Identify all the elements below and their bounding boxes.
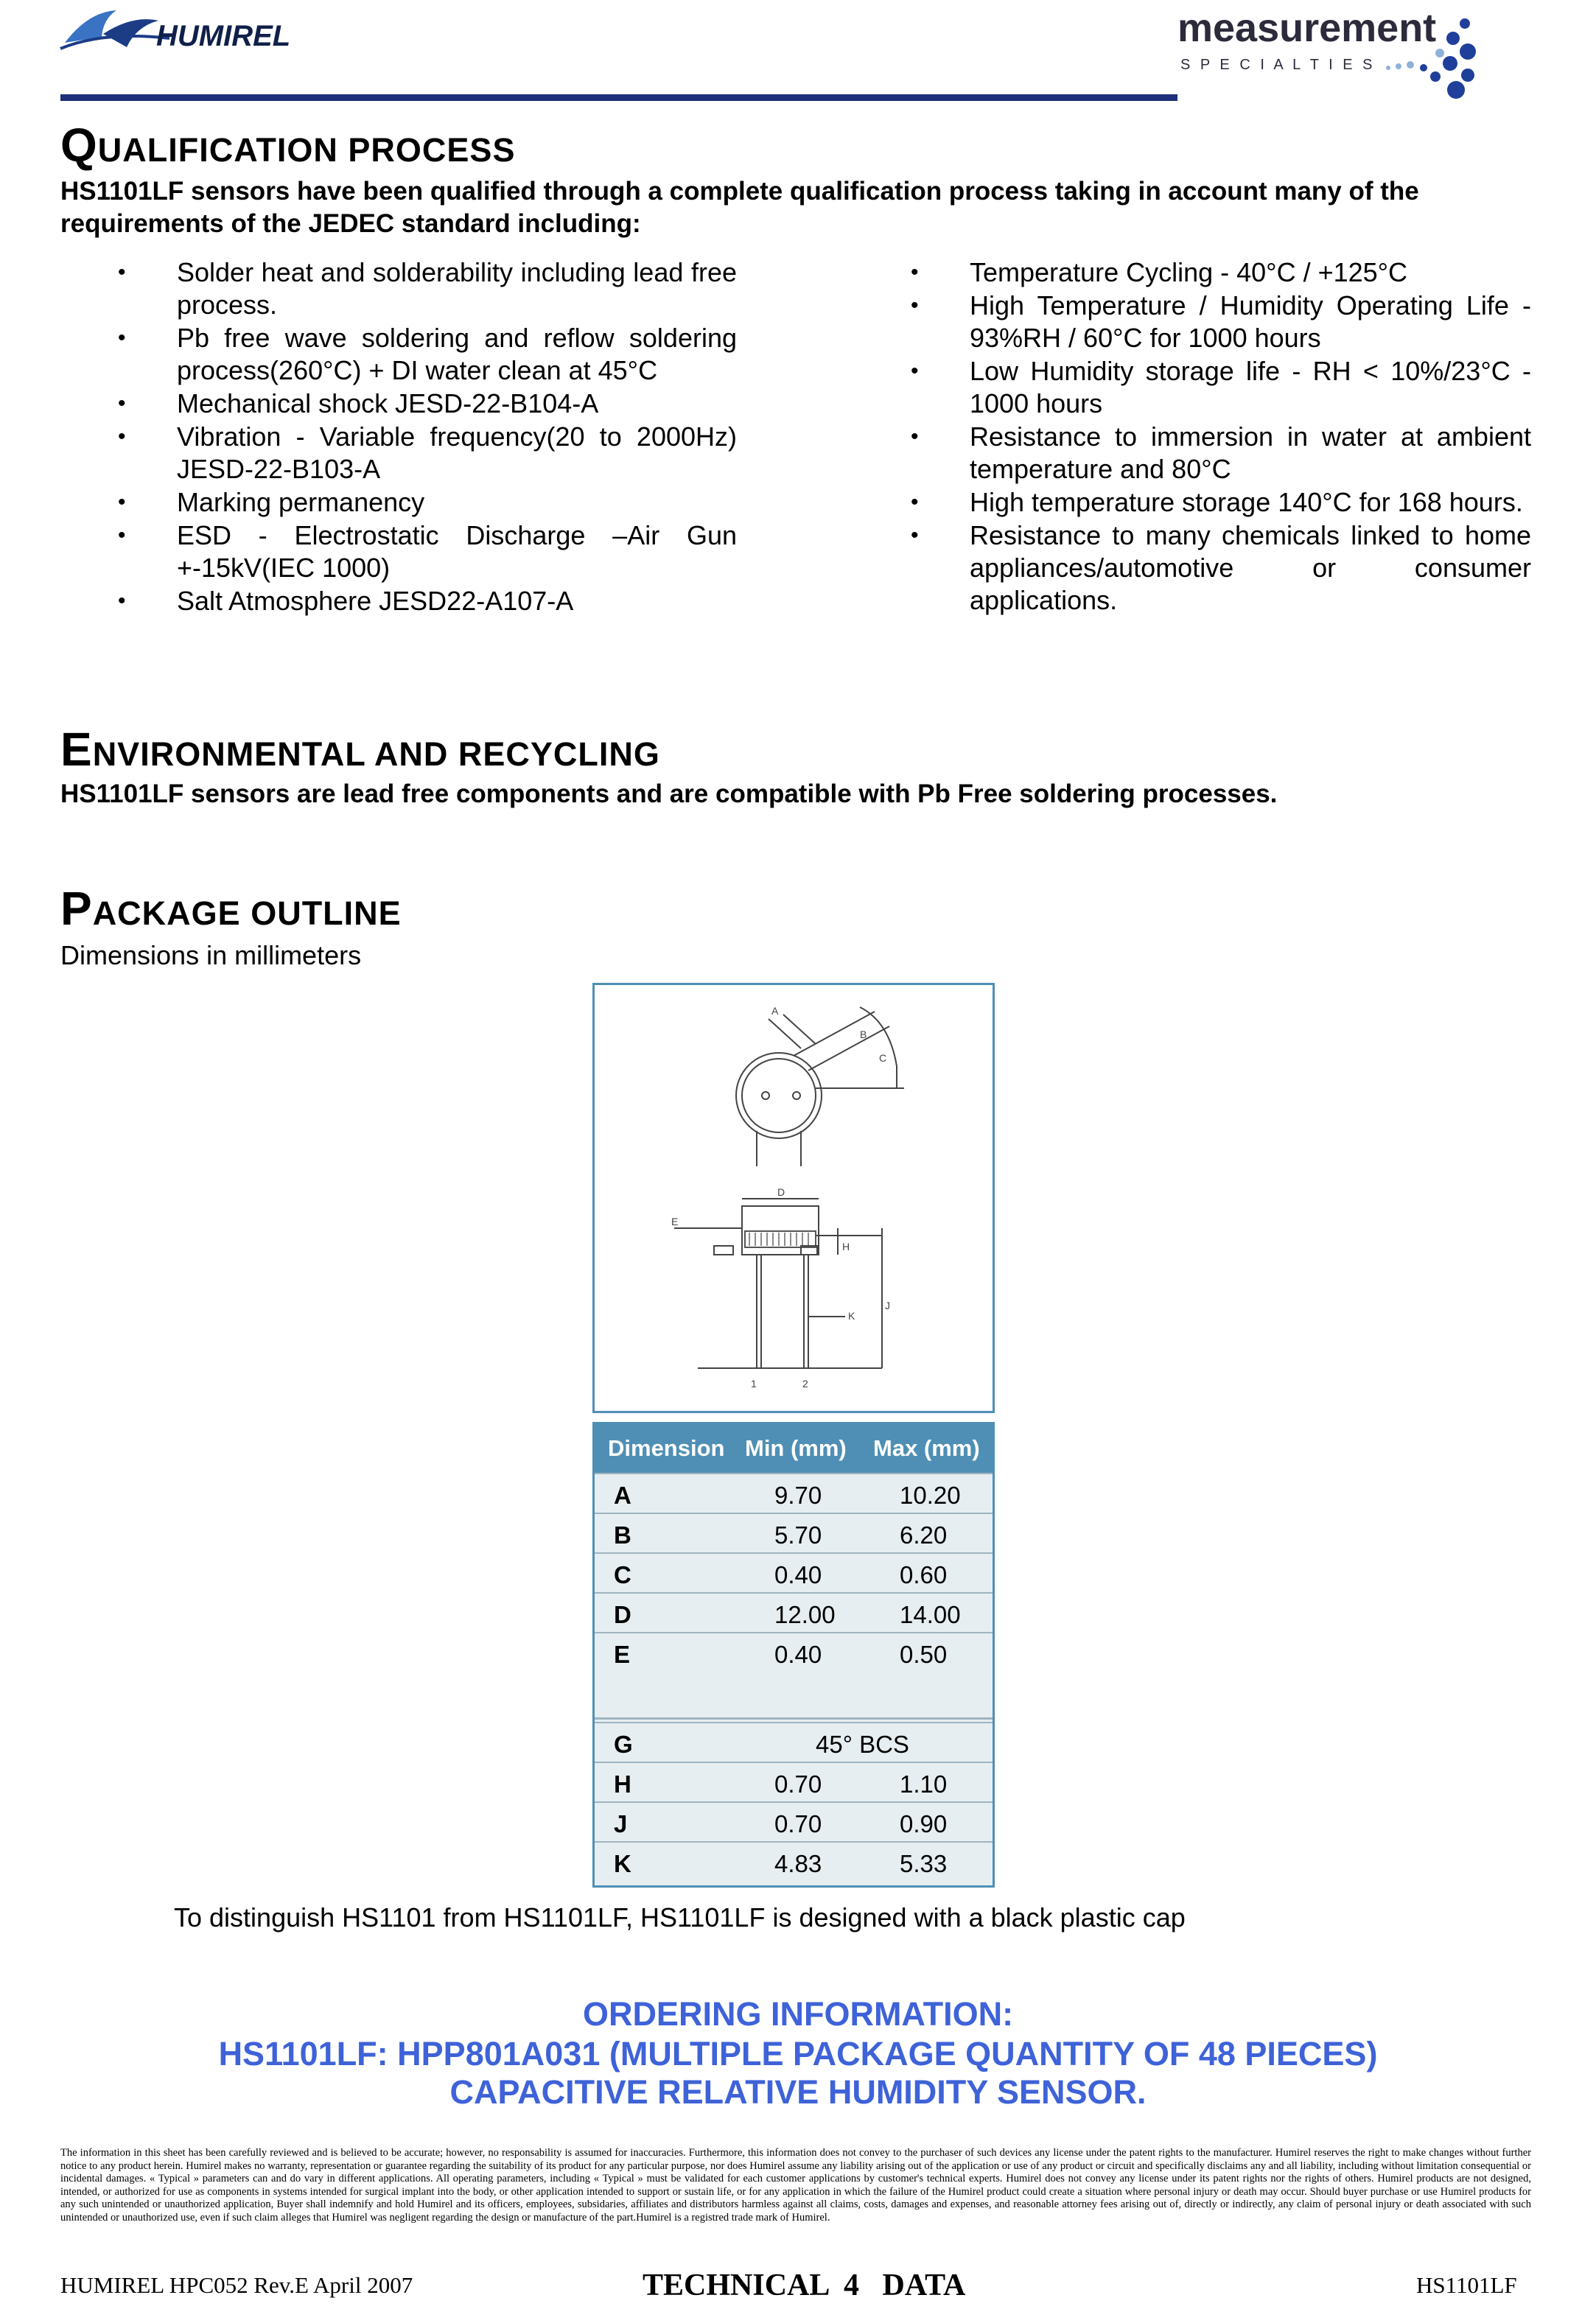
qualification-item [911,519,1531,617]
table-row [595,1516,993,1555]
cell-max: 1.10 [900,1770,948,1798]
table-section-divider [595,1717,993,1720]
cell-dimension: A [614,1482,631,1509]
qualification-item-text: • Mechanical shock JESD-22-B104-A [177,388,599,418]
dim-label-e: E [671,1216,679,1227]
qualification-title: QUALIFICATION PROCESS [60,119,516,172]
table-row-divider [595,1762,993,1763]
header-rule [60,94,1177,101]
dim-label-k: K [848,1310,855,1322]
ordering-part-number: HS1101LF: HPP801A031 (MULTIPLE PACKAGE QUANTITY OF 48 PIECES) [218,2035,1378,2073]
environmental-lead: HS1101LF sensors are lead free components and are compatible with Pb Free soldering processes. [60,779,1278,808]
table-row [595,1595,993,1635]
cell-min: 12.00 [774,1601,836,1628]
footer-left: HUMIREL HPC052 Rev.E April 2007 [60,2272,413,2298]
qualification-item-text: • Vibration - Variable frequency(20 to 2000Hz) JESD-22-B103-A [177,421,737,484]
qualification-item [118,421,737,486]
pin-label-2: 2 [802,1378,808,1390]
cell-max: 6.20 [900,1521,948,1549]
cell-max: 14.00 [900,1601,961,1628]
table-row [595,1804,993,1844]
cell-max: 0.50 [900,1641,948,1668]
humirel-logo [59,4,332,56]
table-row [595,1476,993,1516]
qualification-item [118,322,737,387]
environmental-title: ENVIRONMENTAL AND RECYCLING [60,723,660,776]
cell-dimension: K [614,1850,631,1877]
header-max: Max (mm) [873,1435,980,1461]
table-row-divider [595,1473,993,1474]
package-subtitle: Dimensions in millimeters [60,940,362,970]
table-row [595,1765,993,1804]
cell-dimension: J [614,1810,628,1837]
cell-max: 10.20 [900,1482,961,1509]
qualification-item [118,585,737,617]
qualification-item [911,290,1531,354]
dim-label-d: D [777,1186,785,1198]
cell-min: 0.40 [774,1561,822,1588]
dim-label-a: A [771,1005,779,1017]
dimension-table [592,1422,995,1888]
qualification-item-text: • High Temperature / Humidity Operating Life - 93%RH / 60°C for 1000 hours [970,290,1531,353]
table-row [595,1555,993,1595]
qualification-item-text: • Temperature Cycling - 40°C / +125°C [970,257,1408,287]
cell-min: 4.83 [774,1850,822,1877]
table-row-divider [595,1632,993,1633]
qualification-item-text: • Pb free wave soldering and reflow soldering process(260°C) + DI water clean at 45°C [177,323,737,385]
table-row-divider [595,1722,993,1723]
qualification-item [911,355,1531,420]
cell-dimension: C [614,1561,631,1588]
cell-min: 9.70 [774,1482,822,1509]
cell-dimension: B [614,1521,631,1549]
legal-disclaimer: The information in this sheet has been carefully reviewed and is believed to be accurate; however, no responsability is assumed for inaccuracies. Furthermore, this information does not convey to the purchaser of such devices any license under the patent rights to the manufacturer. Humirel reserves the right to make changes without further notice to any product herein. Humirel makes no warranty, representation or guarantee regarding the suitability of its product for any particular purpose, nor does Humirel assume any liability arising out of the application or use of any product or circuit and specifically disclaims any and all liability, including without limitation consequential or incidental damages. « Typical » parameters can and do vary in different applications. All operating parameters, including « Typical » must be validated for each customer applications by customer's technical experts. Humirel does not convey any license under its patent rights nor the rights of others. Humirel products are not designed, intended, or authorized for use as components in systems intended for surgical implant into the body, or other application intended to support or sustain life, or for any application in which the failure of the Humirel product could create a situation where personal injury or death may occur. Should buyer purchase or use Humirel products for any such unintended or unauthorized application, Buyer shall indemnify and hold Humirel and its officers, employees, subsidaries, affiliates and distributors harmless against all claims, costs, damages and expenses, and reasonable attorney fees arising out of, directly or indirectly, any claim of personal injury or death associated with such unintended or unauthorized use, even if such claim alleges that Humirel was negligent regarding the design or manufacture of the part.Humirel is a registred trade mark of Humirel. [60,2147,1531,2224]
pin-label-1: 1 [751,1378,757,1390]
table-row [595,1725,993,1765]
qualification-list-left [118,256,737,618]
qualification-item-text: • Low Humidity storage life - RH < 10%/23°C - 1000 hours [970,356,1531,418]
cell-dimension: H [614,1770,631,1798]
qualification-item-text: • Marking permanency [177,487,425,517]
table-row-divider [595,1513,993,1514]
cell-min: 5.70 [774,1521,822,1549]
measurement-specialties-logo [1176,4,1485,108]
table-row-divider [595,1552,993,1554]
qualification-item [911,256,1531,289]
package-title: PACKAGE OUTLINE [60,882,402,935]
ordering-title: ORDERING INFORMATION: [582,1995,1014,2033]
qualification-list-right [911,256,1531,617]
dim-label-h: H [842,1241,850,1252]
cell-max: 0.90 [900,1810,948,1837]
header-dimension: Dimension [608,1435,725,1461]
cell-min: 0.40 [774,1641,822,1668]
qualification-item [118,256,737,321]
dimension-table-header [595,1424,993,1473]
package-outline-drawing [592,983,995,1413]
qualification-item-text: • Solder heat and solderability including lead free process. [177,257,737,320]
qualification-item-text: • Resistance to many chemicals linked to home appliances/automotive or consumer applications. [970,520,1531,615]
humirel-logo-text: HUMIREL [156,20,291,52]
ms-logo-sub: S P E C I A L T I E S [1180,57,1376,73]
dim-label-j: J [885,1300,890,1311]
qualification-item-text: • ESD - Electrostatic Discharge –Air Gun +-15kV(IEC 1000) [177,520,737,583]
package-note: To distinguish HS1101 from HS1101LF, HS1101LF is designed with a black plastic cap [174,1902,1186,1933]
cell-min: 0.70 [774,1810,822,1837]
table-row-divider [595,1592,993,1594]
header-min: Min (mm) [745,1435,847,1461]
qualification-item [911,486,1531,519]
qualification-lead: HS1101LF sensors have been qualified through a complete qualification process taking in account many of the requirements of the JEDEC standard including: [60,177,1419,238]
cell-span: 45° BCS [816,1731,909,1758]
qualification-item [911,421,1531,486]
qualification-item-text: • Resistance to immersion in water at ambient temperature and 80°C [970,421,1531,484]
footer-right: HS1101LF [1416,2272,1517,2298]
qualification-item [118,519,737,584]
table-row-divider [595,1841,993,1843]
cell-max: 5.33 [900,1850,948,1877]
cell-dimension: E [614,1641,631,1668]
cell-min: 0.70 [774,1770,822,1798]
dim-label-b: B [860,1029,867,1040]
qualification-item [118,388,737,420]
table-row [595,1844,993,1884]
ordering-description: CAPACITIVE RELATIVE HUMIDITY SENSOR. [449,2073,1147,2111]
cell-dimension: D [614,1601,631,1628]
ms-logo-word: measurement [1177,6,1437,50]
footer-center: TECHNICAL 4 DATA [643,2268,966,2302]
qualification-item [118,486,737,519]
cell-max: 0.60 [900,1561,948,1588]
qualification-item-text: • High temperature storage 140°C for 168 hours. [970,487,1523,517]
qualification-item-text: • Salt Atmosphere JESD22-A107-A [177,586,574,616]
table-row-divider [595,1801,993,1803]
dim-label-c: C [879,1052,887,1064]
table-row [595,1635,993,1675]
cell-dimension: G [614,1731,633,1758]
sensor-top-view-circle [736,1053,822,1138]
